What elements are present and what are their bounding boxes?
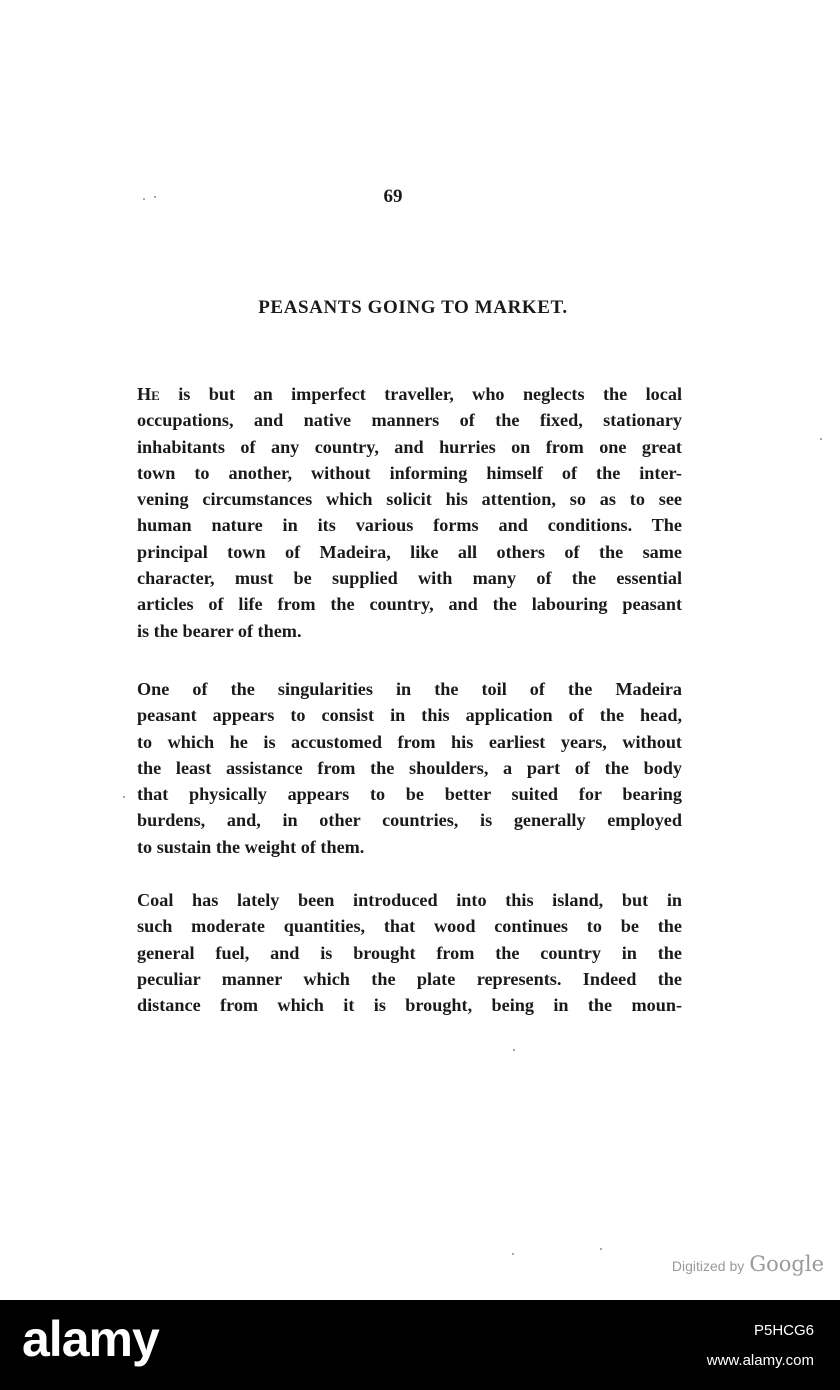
scan-speck (143, 198, 145, 200)
page-number: 69 (383, 186, 403, 207)
text-line: peasant appears to consist in this application of the head, (137, 705, 682, 726)
text-line: general fuel, and is brought from the country in the (137, 942, 682, 963)
text-line: the least assistance from the shoulders, a part of the body (137, 757, 682, 778)
paragraph-1 (137, 381, 682, 644)
text-line: burdens, and, in other countries, is generally employed (137, 810, 682, 831)
text-line: Coal has lately been introduced into this island, but in (137, 890, 682, 910)
text-line: character, must be supplied with many of the essential (137, 568, 682, 589)
text-line: human nature in its various forms and conditions. The (137, 515, 682, 536)
drop-word: He (137, 384, 160, 404)
paragraph-2 (137, 676, 682, 860)
scan-speck (600, 1248, 602, 1250)
text-line-fragment: is but an imperfect traveller, who neglects the local (159, 384, 682, 404)
text-line: to sustain the weight of them. (137, 836, 365, 857)
scan-speck (512, 1253, 514, 1255)
image-id: P5HCG6 (753, 1322, 814, 1339)
text-line: vening circumstances which solicit his attention, so as to see (137, 489, 682, 510)
text-line: One of the singularities in the toil of the Madeira (137, 679, 682, 699)
text-line: occupations, and native manners of the fixed, stationary (137, 410, 682, 431)
digitized-watermark (672, 1252, 824, 1276)
text-line: inhabitants of any country, and hurries on from one great (137, 436, 682, 457)
text-line: such moderate quantities, that wood continues to be the (137, 916, 682, 937)
text-line: articles of life from the country, and the labouring peasant (137, 594, 682, 615)
text-line: principal town of Madeira, like all others of the same (137, 541, 682, 562)
text-line: peculiar manner which the plate represents. Indeed the (137, 968, 682, 989)
watermark-prefix: Digitized by (671, 1258, 745, 1274)
stock-footer (0, 1300, 840, 1390)
text-line: town to another, without informing himself of the inter- (137, 462, 682, 483)
site-url: www.alamy.com (706, 1352, 814, 1369)
scan-speck (123, 796, 125, 798)
text-line: that physically appears to be better suited for bearing (137, 784, 682, 805)
chapter-title: PEASANTS GOING TO MARKET. (258, 297, 568, 318)
text-line (137, 381, 682, 407)
google-logo: Google (749, 1252, 824, 1276)
scan-speck (154, 196, 156, 198)
paragraph-3 (137, 887, 682, 1018)
text-line: to which he is accustomed from his earliest years, without (137, 731, 682, 752)
text-line: distance from which it is brought, being in the moun- (137, 995, 682, 1016)
alamy-logo: alamy (22, 1311, 159, 1367)
scan-speck (820, 438, 822, 440)
scan-speck (513, 1049, 515, 1051)
text-line: is the bearer of them. (137, 620, 302, 641)
